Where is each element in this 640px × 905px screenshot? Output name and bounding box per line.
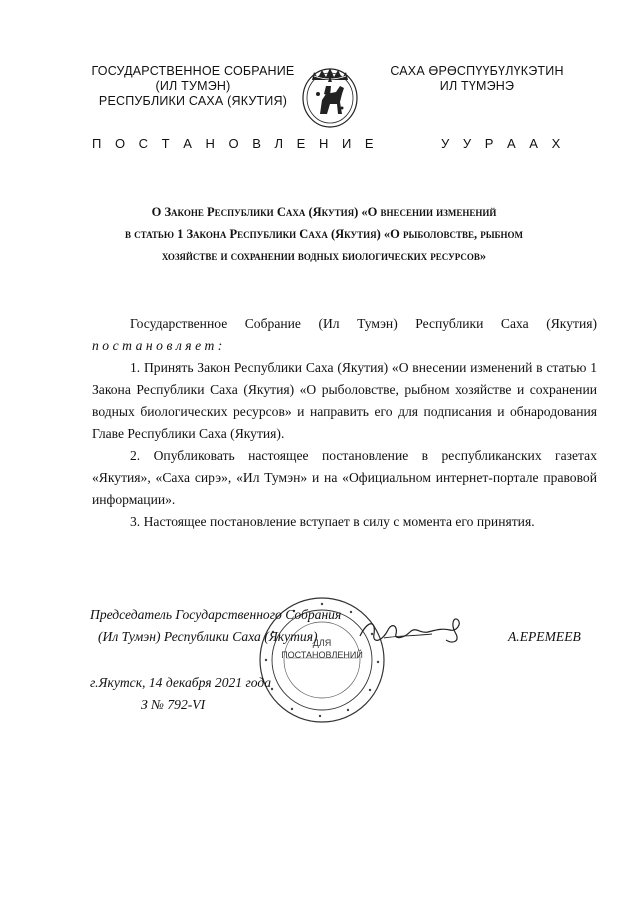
body-intro: Государственное Собрание (Ил Тумэн) Республики Саха (Якутия) xyxy=(130,316,597,331)
document-title xyxy=(90,201,558,267)
signatory-position xyxy=(90,604,350,648)
position-line-1: Председатель Государственного Собрания xyxy=(90,607,342,622)
title-line-3: хозяйстве и сохранении водных биологических ресурсов» xyxy=(161,249,487,263)
body-item-2: 2. Опубликовать настоящее постановление в республиканских газетах «Якутия», «Саха сирэ», «Ил Тумэн» и на «Официальном интернет-портале правовой информации». xyxy=(92,448,597,507)
document-number: З № 792-VI xyxy=(141,697,206,712)
handwritten-signature xyxy=(354,614,474,650)
header-right-line-1: САХА ӨРӨСПҮҮБҮЛҮКЭТИН xyxy=(390,64,564,78)
document-body xyxy=(92,313,597,533)
stamp-center-text-1: ДЛЯ xyxy=(312,638,332,648)
body-resolves: постановляет: xyxy=(92,338,226,353)
header-right-line-2: ИЛ ТҮМЭНЭ xyxy=(439,79,515,93)
header-right xyxy=(372,64,582,94)
document-kind-sakha: У У Р А А Х xyxy=(441,136,566,151)
title-line-2: в статью 1 Закона Республики Саха (Якутия) «О рыболовстве, рыбном xyxy=(124,227,524,241)
signatory-name: А.ЕРЕМЕЕВ xyxy=(508,629,581,644)
body-item-3: 3. Настоящее постановление вступает в силу с момента его принятия. xyxy=(130,514,535,529)
document-kind-ru: П О С Т А Н О В Л Е Н И Е xyxy=(92,136,379,151)
position-line-2: (Ил Тумэн) Республики Саха (Якутия) xyxy=(98,629,318,644)
title-line-1: О Законе Республики Саха (Якутия) «О внесении изменений xyxy=(151,205,497,219)
stamp-center-text-2: ПОСТАНОВЛЕНИЙ xyxy=(281,650,363,660)
header-left xyxy=(80,64,306,109)
coat-of-arms-emblem xyxy=(300,64,360,130)
body-item-1: 1. Принять Закон Республики Саха (Якутия) «О внесении изменений в статью 1 Закона Республики Саха (Якутия) «О рыболовстве, рыбном хозяйстве и сохранении водных биологических ресурсов» и направить его для подписания и обнародования Главе Республики Саха (Якутия). xyxy=(92,360,597,441)
place-and-date: г.Якутск, 14 декабря 2021 года xyxy=(90,675,272,690)
header-left-line-1: ГОСУДАРСТВЕННОЕ СОБРАНИЕ xyxy=(91,64,295,78)
header-left-line-3: РЕСПУБЛИКИ САХА (ЯКУТИЯ) xyxy=(98,94,288,108)
header-left-line-2: (ИЛ ТУМЭН) xyxy=(155,79,231,93)
